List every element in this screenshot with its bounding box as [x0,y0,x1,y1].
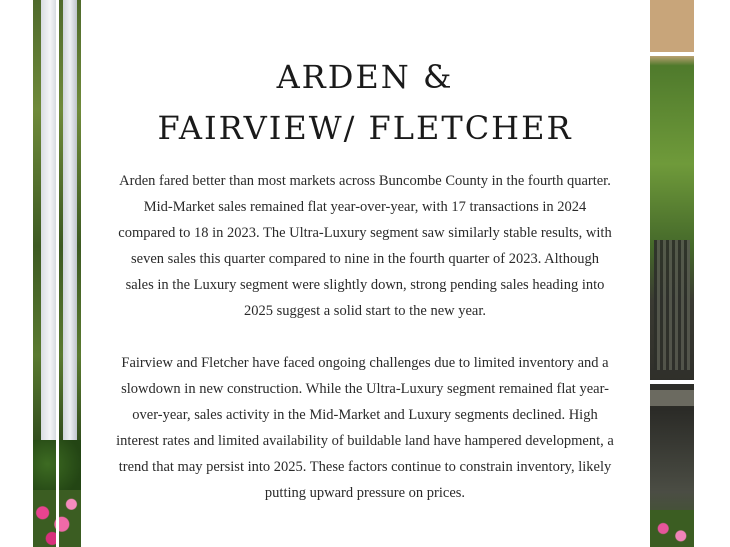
article [110,0,620,547]
porch-chair [654,240,690,370]
paragraph-fairview-fletcher: Fairview and Fletcher have faced ongoing challenges due to limited inventory and a slowdown in new construction. While the Ultra-Luxury segment remained flat year-over-year, sales activity in the Mid-Market and Luxury segments declined. High interest rates and limited availability of buildable land have hampered development, a trend that may persist into 2025. These factors continue to constrain inventory, likely putting upward pressure on prices. [116,355,614,501]
right-photo-strip [650,0,694,547]
photo-divider [56,0,59,547]
pink-flowers [650,510,694,547]
page-title: ARDEN & [276,58,454,96]
photo-divider [650,380,694,384]
porch-table [650,390,694,406]
paragraph-arden: Arden fared better than most markets across Buncombe County in the fourth quarter. Mid-Market sales remained flat year-over-year, with 17 transactions in 2024 compared to 18 in 2023. The Ultra-Luxury segment saw similarly stable results, with seven sales this quarter compared to nine in the fourth quarter of 2023. Although sales in the Luxury segment were slightly down, strong pending sales heading into 2025 suggest a solid start to the new year. [118,173,612,319]
white-column [63,0,77,445]
photo-divider [650,52,694,56]
page-title-line2: FAIRVIEW/ FLETCHER [157,109,573,147]
